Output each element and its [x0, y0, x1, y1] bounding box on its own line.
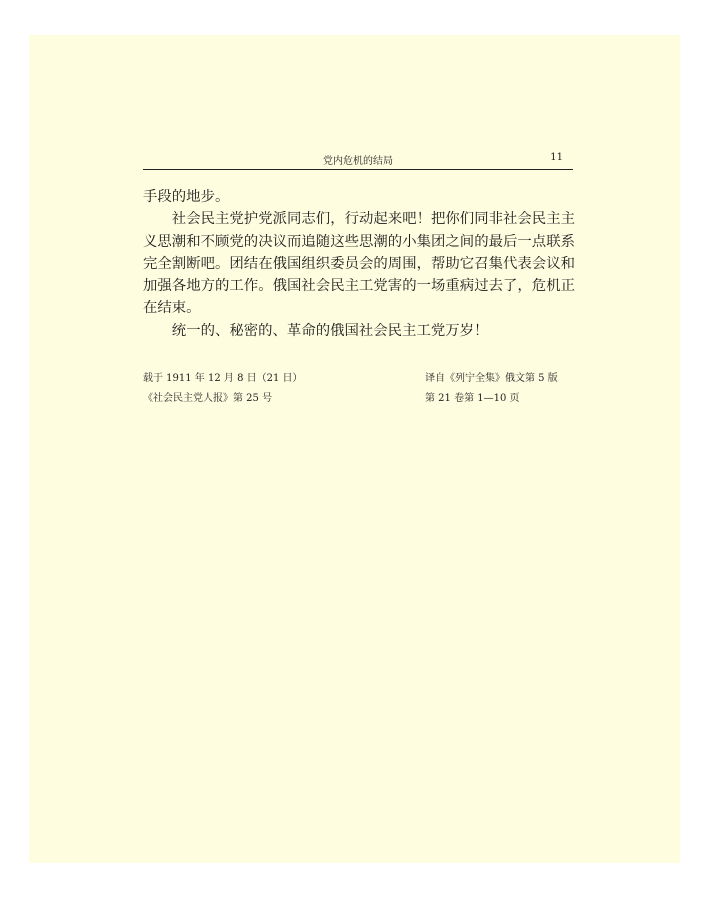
running-header: [143, 149, 573, 170]
translation-edition: 译自《列宁全集》俄文第 5 版: [425, 373, 558, 384]
paragraph-call-to-action: 社会民主党护党派同志们，行动起来吧！把你们同非社会民主主义思潮和不顾党的决议而追随这些思潮的小集团之间的最后一点联系完全割断吧。团结在俄国组织委员会的周围，帮助它召集代表会议和加强各地方的工作。俄国社会民主工党害的一场重病过去了，危机正在结束。: [143, 211, 575, 317]
publication-source: [143, 369, 303, 409]
page-number: 11: [550, 152, 563, 163]
translation-source: [425, 369, 558, 409]
body-text: [143, 186, 575, 342]
paragraph-closing-slogan: 统一的、秘密的、革命的俄国社会民主工党万岁！: [171, 322, 489, 339]
publication-date: 载于 1911 年 12 月 8 日（21 日）: [143, 373, 303, 384]
running-title: 党内危机的结局: [323, 156, 393, 167]
book-page: [29, 35, 680, 863]
paragraph-continuation: 手段的地步。: [143, 189, 230, 205]
publication-newspaper: 《社会民主党人报》第 25 号: [143, 393, 273, 404]
translation-pages: 第 21 卷第 1—10 页: [425, 393, 520, 404]
